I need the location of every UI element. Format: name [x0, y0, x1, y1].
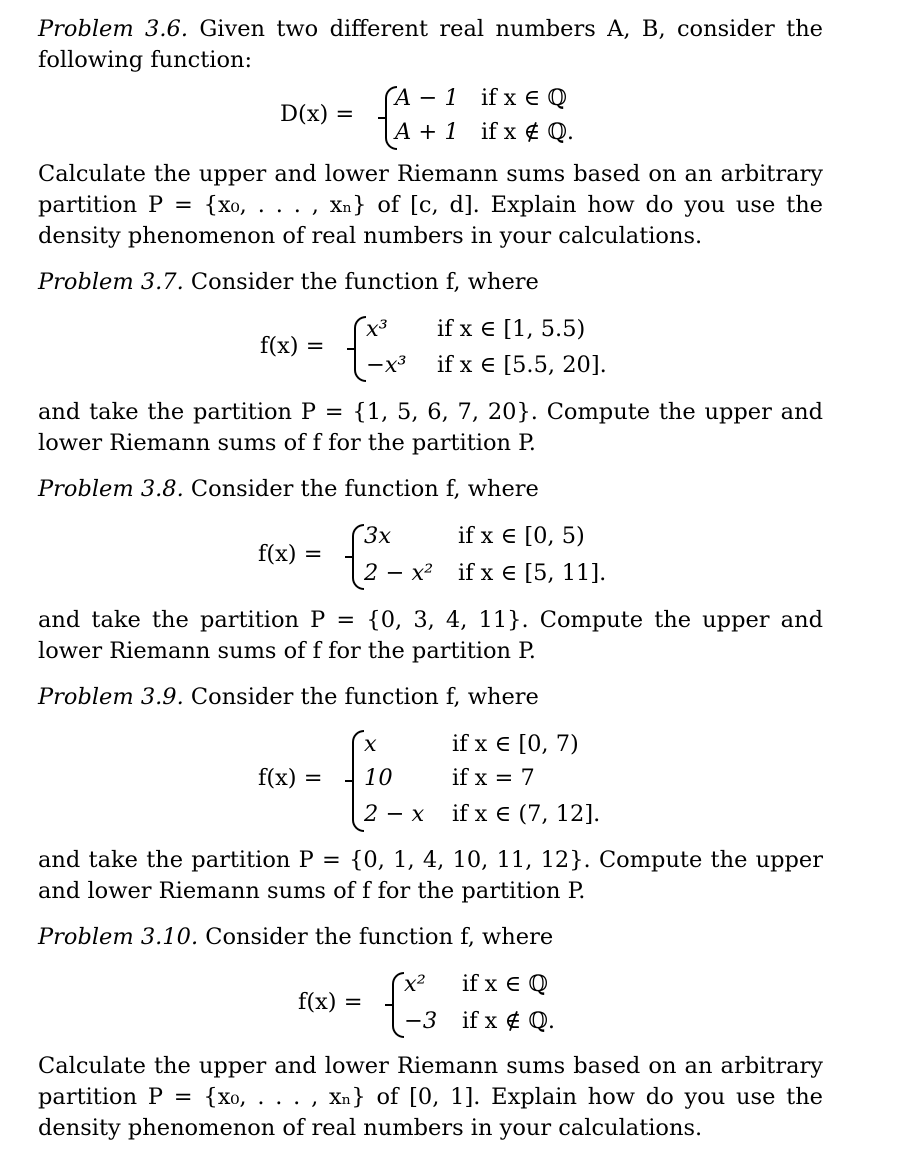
problem-3-7-intro: [38, 267, 823, 298]
problem-3-10-lhs: f(x) =: [298, 989, 363, 1015]
case-cond: if x ∈ [5.5, 20].: [437, 352, 607, 378]
problem-3-10-intro-text: Consider the function f, where: [198, 924, 554, 950]
case-expr: 3x: [364, 523, 392, 549]
problem-3-8-intro-text: Consider the function f, where: [183, 476, 539, 502]
problem-3-8-lhs: f(x) =: [258, 541, 323, 567]
case-expr: A − 1: [395, 85, 459, 111]
problem-3-7-lhs: f(x) =: [260, 333, 325, 359]
case-expr: x²: [404, 971, 426, 997]
problem-3-9-question: and take the partition P = {0, 1, 4, 10, 11, 12}. Compute the upper and lower Riemann sums of f for the partition P.: [38, 847, 823, 904]
case-cond: if x ∈ [0, 5): [458, 523, 585, 549]
problem-3-9-lhs: f(x) =: [258, 765, 323, 791]
case-cond: if x ∉ ℚ.: [462, 1008, 556, 1034]
case-cond: if x ∈ [0, 7): [452, 731, 579, 757]
problem-3-6-heading: Problem 3.6.: [38, 16, 188, 42]
problem-3-10-heading: Problem 3.10.: [38, 924, 199, 950]
case-cond: if x = 7: [452, 765, 535, 791]
problem-3-10-intro: [38, 922, 823, 953]
problem-3-8-question: and take the partition P = {0, 3, 4, 11}. Compute the upper and lower Riemann sums of f for the partition P.: [38, 607, 823, 664]
problem-3-10-question: Calculate the upper and lower Riemann sums based on an arbitrary partition P = {x₀, . . . , xₙ} of [0, 1]. Explain how do you use the density phenomenon of real numbers in your calculations.: [38, 1053, 823, 1141]
problem-3-8-intro: [38, 474, 823, 505]
problem-3-8-brace: [352, 524, 364, 590]
problem-3-6-lhs: D(x) =: [280, 101, 355, 127]
problem-3-9-heading: Problem 3.9.: [38, 684, 184, 710]
case-expr: x: [364, 731, 377, 757]
case-cond: if x ∈ ℚ: [481, 85, 567, 111]
problem-3-6-intro-text: Given two different real numbers A, B, consider the following function:: [38, 16, 824, 73]
case-expr: x³: [366, 316, 388, 342]
problem-3-9-intro: [38, 682, 823, 713]
case-cond: if x ∈ [5, 11].: [458, 560, 607, 586]
case-cond: if x ∉ ℚ.: [481, 119, 575, 145]
problem-3-9-brace: [352, 730, 364, 832]
case-expr: 10: [364, 765, 393, 791]
problem-3-8-heading: Problem 3.8.: [38, 476, 184, 502]
problem-3-7-heading: Problem 3.7.: [38, 269, 184, 295]
problem-3-6-intro: [38, 14, 823, 76]
problem-3-9-intro-text: Consider the function f, where: [183, 684, 539, 710]
case-expr: A + 1: [395, 119, 459, 145]
problem-3-6-question: Calculate the upper and lower Riemann sums based on an arbitrary partition P = {x₀, . . . , xₙ} of [c, d]. Explain how do you use the density phenomenon of real numbers in your calculations.: [38, 161, 823, 249]
problem-3-7-intro-text: Consider the function f, where: [183, 269, 539, 295]
case-cond: if x ∈ (7, 12].: [452, 801, 601, 827]
case-expr: −3: [404, 1008, 438, 1034]
problem-3-10-brace: [392, 972, 404, 1038]
problem-3-7-brace: [354, 316, 366, 382]
case-expr: 2 − x²: [364, 560, 434, 586]
case-expr: 2 − x: [364, 801, 425, 827]
problem-3-7-question: and take the partition P = {1, 5, 6, 7, 20}. Compute the upper and lower Riemann sums of f for the partition P.: [38, 399, 823, 456]
case-cond: if x ∈ [1, 5.5): [437, 316, 586, 342]
case-expr: −x³: [366, 352, 407, 378]
case-cond: if x ∈ ℚ: [462, 971, 548, 997]
